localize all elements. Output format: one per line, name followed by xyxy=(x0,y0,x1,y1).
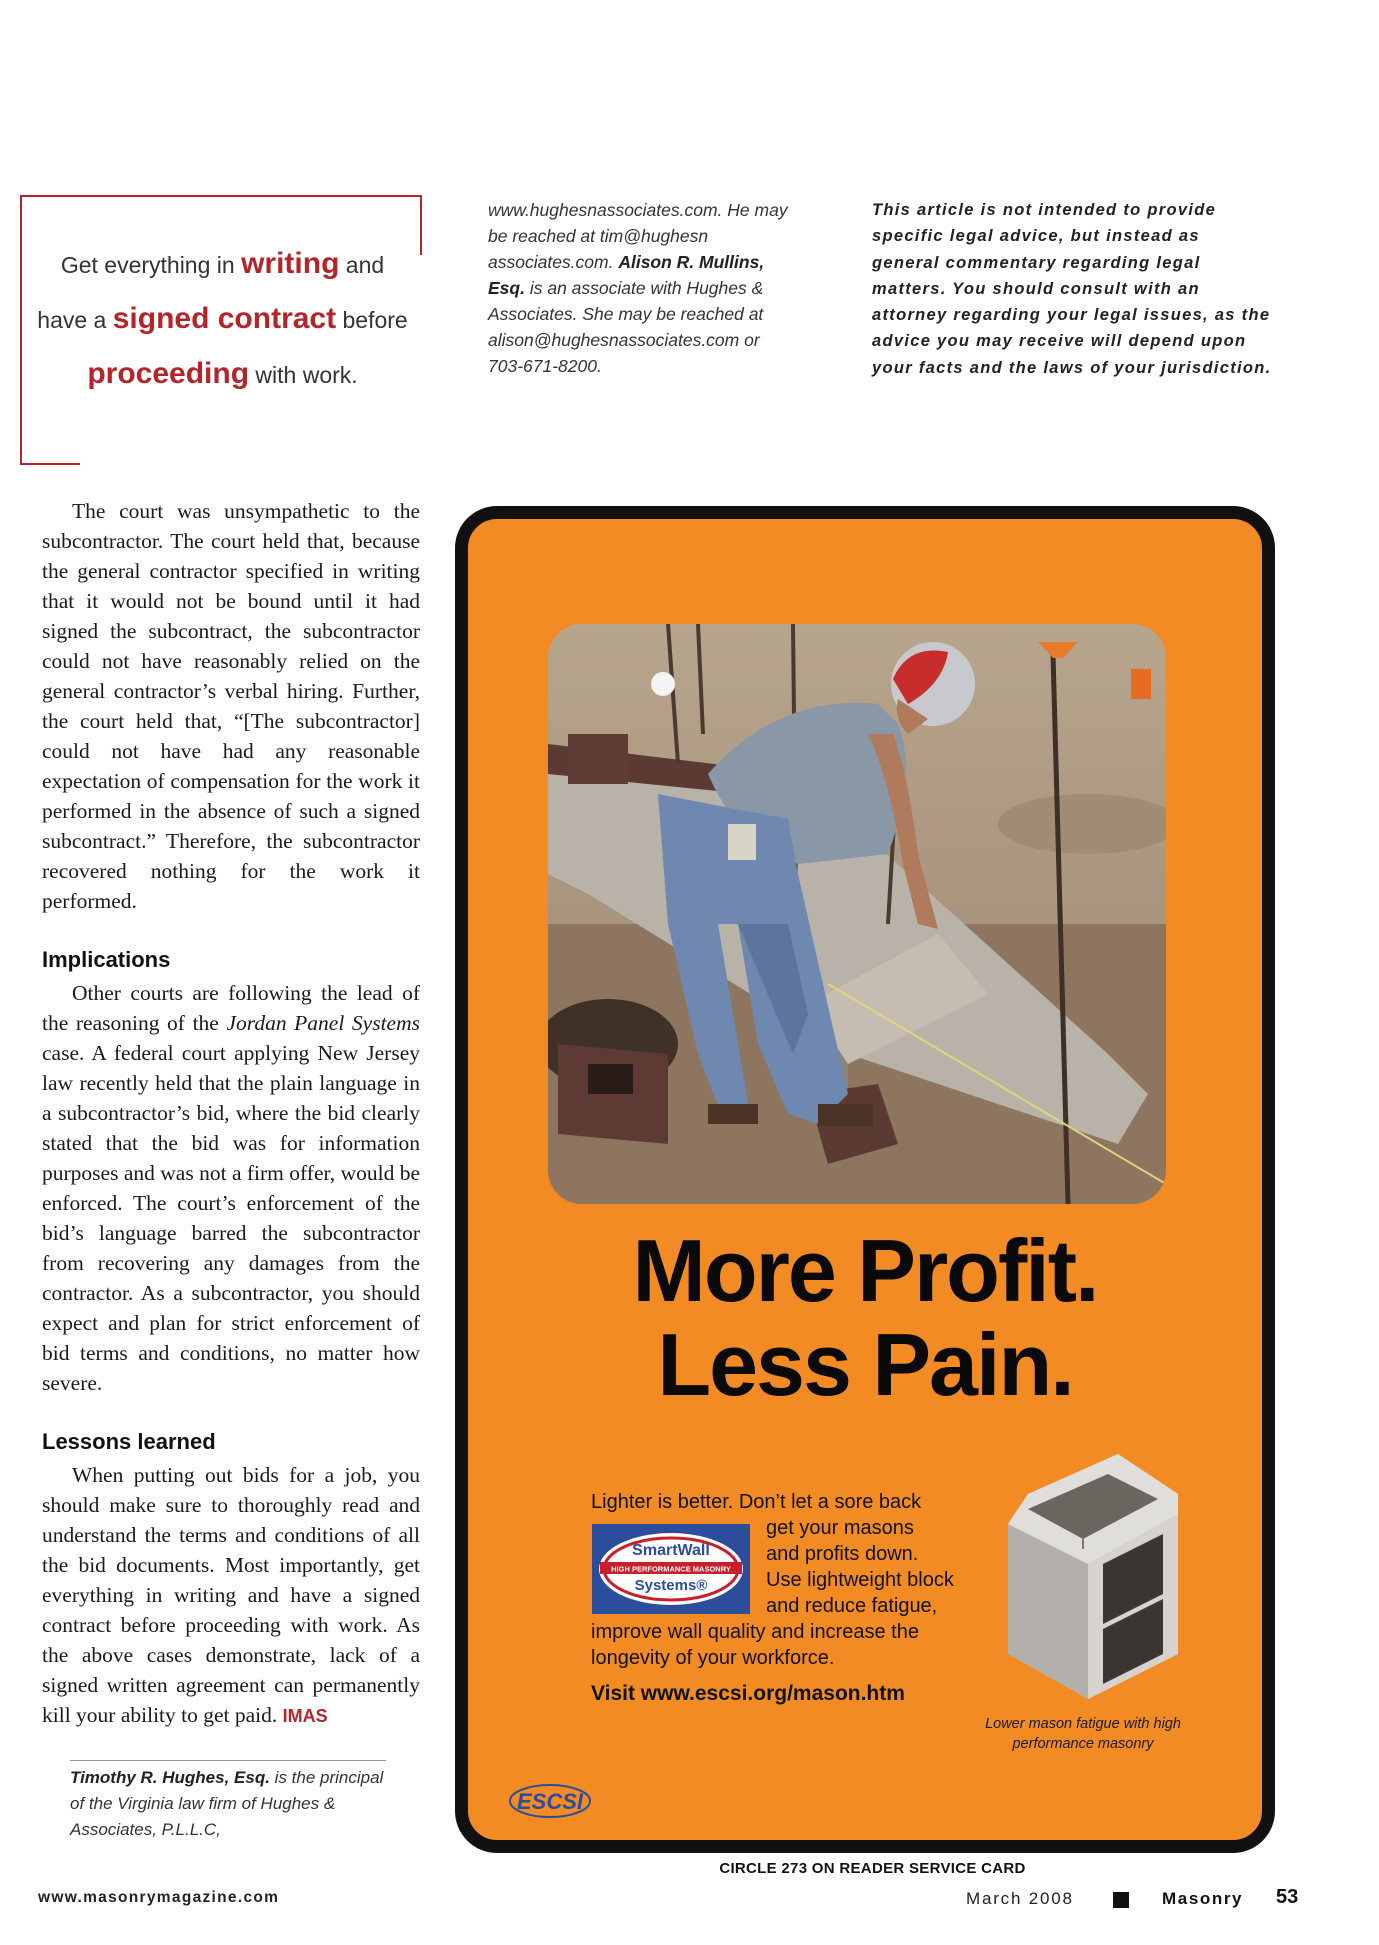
section-heading-implications: Implications xyxy=(42,947,171,972)
svg-text:Systems®: Systems® xyxy=(634,1577,708,1594)
article-body xyxy=(42,496,420,1731)
section-heading-lessons: Lessons learned xyxy=(42,1429,216,1454)
advertisement xyxy=(455,506,1275,1853)
author-divider xyxy=(70,1760,386,1761)
footer-website[interactable]: www.masonrymagazine.com xyxy=(38,1889,280,1906)
pull-quote-border-top xyxy=(20,195,422,197)
pull-quote-border-bottom xyxy=(20,463,80,465)
block-caption: Lower mason fatigue with high performance masonry xyxy=(985,1716,1181,1752)
mason-photo xyxy=(548,624,1166,1204)
ad-headline: More Profit. Less Pain. xyxy=(632,1221,1098,1414)
svg-text:SmartWall: SmartWall xyxy=(632,1542,710,1559)
page-number: 53 xyxy=(1276,1886,1299,1908)
end-mark: IMAS xyxy=(282,1706,328,1726)
article-paragraph: The court was unsympathetic to the subcontractor. The court held that, because the general contractor specified in writing that it would not be bound until it had signed the subcontract, the subcontractor could not have reasonably relied on the general contractor’s verbal hiring. Further, the court held that, “[The subcontractor] could not have had any reasonable expectation of compensation for the work it performed in the absence of such a signed subcontract.” Therefore, the subcontractor recovered nothing for the work it performed. xyxy=(42,499,420,913)
footer-date: March 2008 xyxy=(966,1889,1074,1908)
article-paragraph: When putting out bids for a job, you should make sure to thoroughly read and understand the terms and conditions of all the bid documents. Most importantly, get everything in writing and have a signed contract before proceeding with work. As the above cases demonstrate, lack of a signed written agreement can permanently kill your ability to get paid. IMAS xyxy=(42,1463,420,1727)
legal-disclaimer: This article is not intended to provide specific legal advice, but instead as general commentary regarding legal matters. You should consult with an attorney regarding your legal issues, as the advice you may receive will depend upon your facts and the laws of your jurisdiction. xyxy=(872,201,1272,377)
reader-service-card: CIRCLE 273 ON READER SERVICE CARD xyxy=(719,1860,1026,1877)
pull-quote-border-right xyxy=(420,195,422,255)
pull-quote-box xyxy=(20,195,420,465)
concrete-block-image xyxy=(988,1454,1188,1704)
footer-magazine-name: Masonry xyxy=(1162,1889,1244,1908)
ad-body-copy: Lighter is better. Don’t let a sore back get your masons and profits down. Use lightweight block and reduce fatigue, improve wall quality and increase the longevity of your workforce. xyxy=(591,1491,954,1669)
svg-text:HIGH PERFORMANCE MASONRY: HIGH PERFORMANCE MASONRY xyxy=(611,1564,731,1574)
author-bio-continued: www.hughesnassociates.com. He may be reached at tim@hughesn associates.com. Alison R. Mullins, Esq. is an associate with Hughes & Associates. She may be reached at alison@hughesnassociates.com or 703-671-8200. xyxy=(488,200,788,376)
smartwall-logo xyxy=(592,1524,750,1614)
pull-quote-text: Get everything in writing and have a signed contract before proceeding with work. xyxy=(37,247,408,390)
ad-website-link[interactable]: Visit www.escsi.org/mason.htm xyxy=(591,1682,905,1705)
escsi-logo xyxy=(508,1779,598,1823)
pull-quote-border-left xyxy=(20,195,22,465)
footer-square-icon xyxy=(1113,1892,1129,1908)
case-name: Jordan Panel Systems xyxy=(226,1011,420,1035)
article-paragraph: Other courts are following the lead of the reasoning of the Jordan Panel Systems case. A federal court applying New Jersey law recently held that the plain language in a subcontractor’s bid, where the bid clearly stated that the bid was for information purposes and was not a firm offer, would be enforced. The court’s enforcement of the bid’s language barred the subcontractor from recovering any damages from the contractor. As a subcontractor, you should expect and plan for strict enforcement of bid terms and conditions, no matter how severe. xyxy=(42,981,420,1395)
svg-text:ESCSI: ESCSI xyxy=(516,1789,584,1814)
author-bio: Timothy R. Hughes, Esq. is the principal of the Virginia law firm of Hughes & Associates, P.L.L.C, xyxy=(70,1768,384,1839)
